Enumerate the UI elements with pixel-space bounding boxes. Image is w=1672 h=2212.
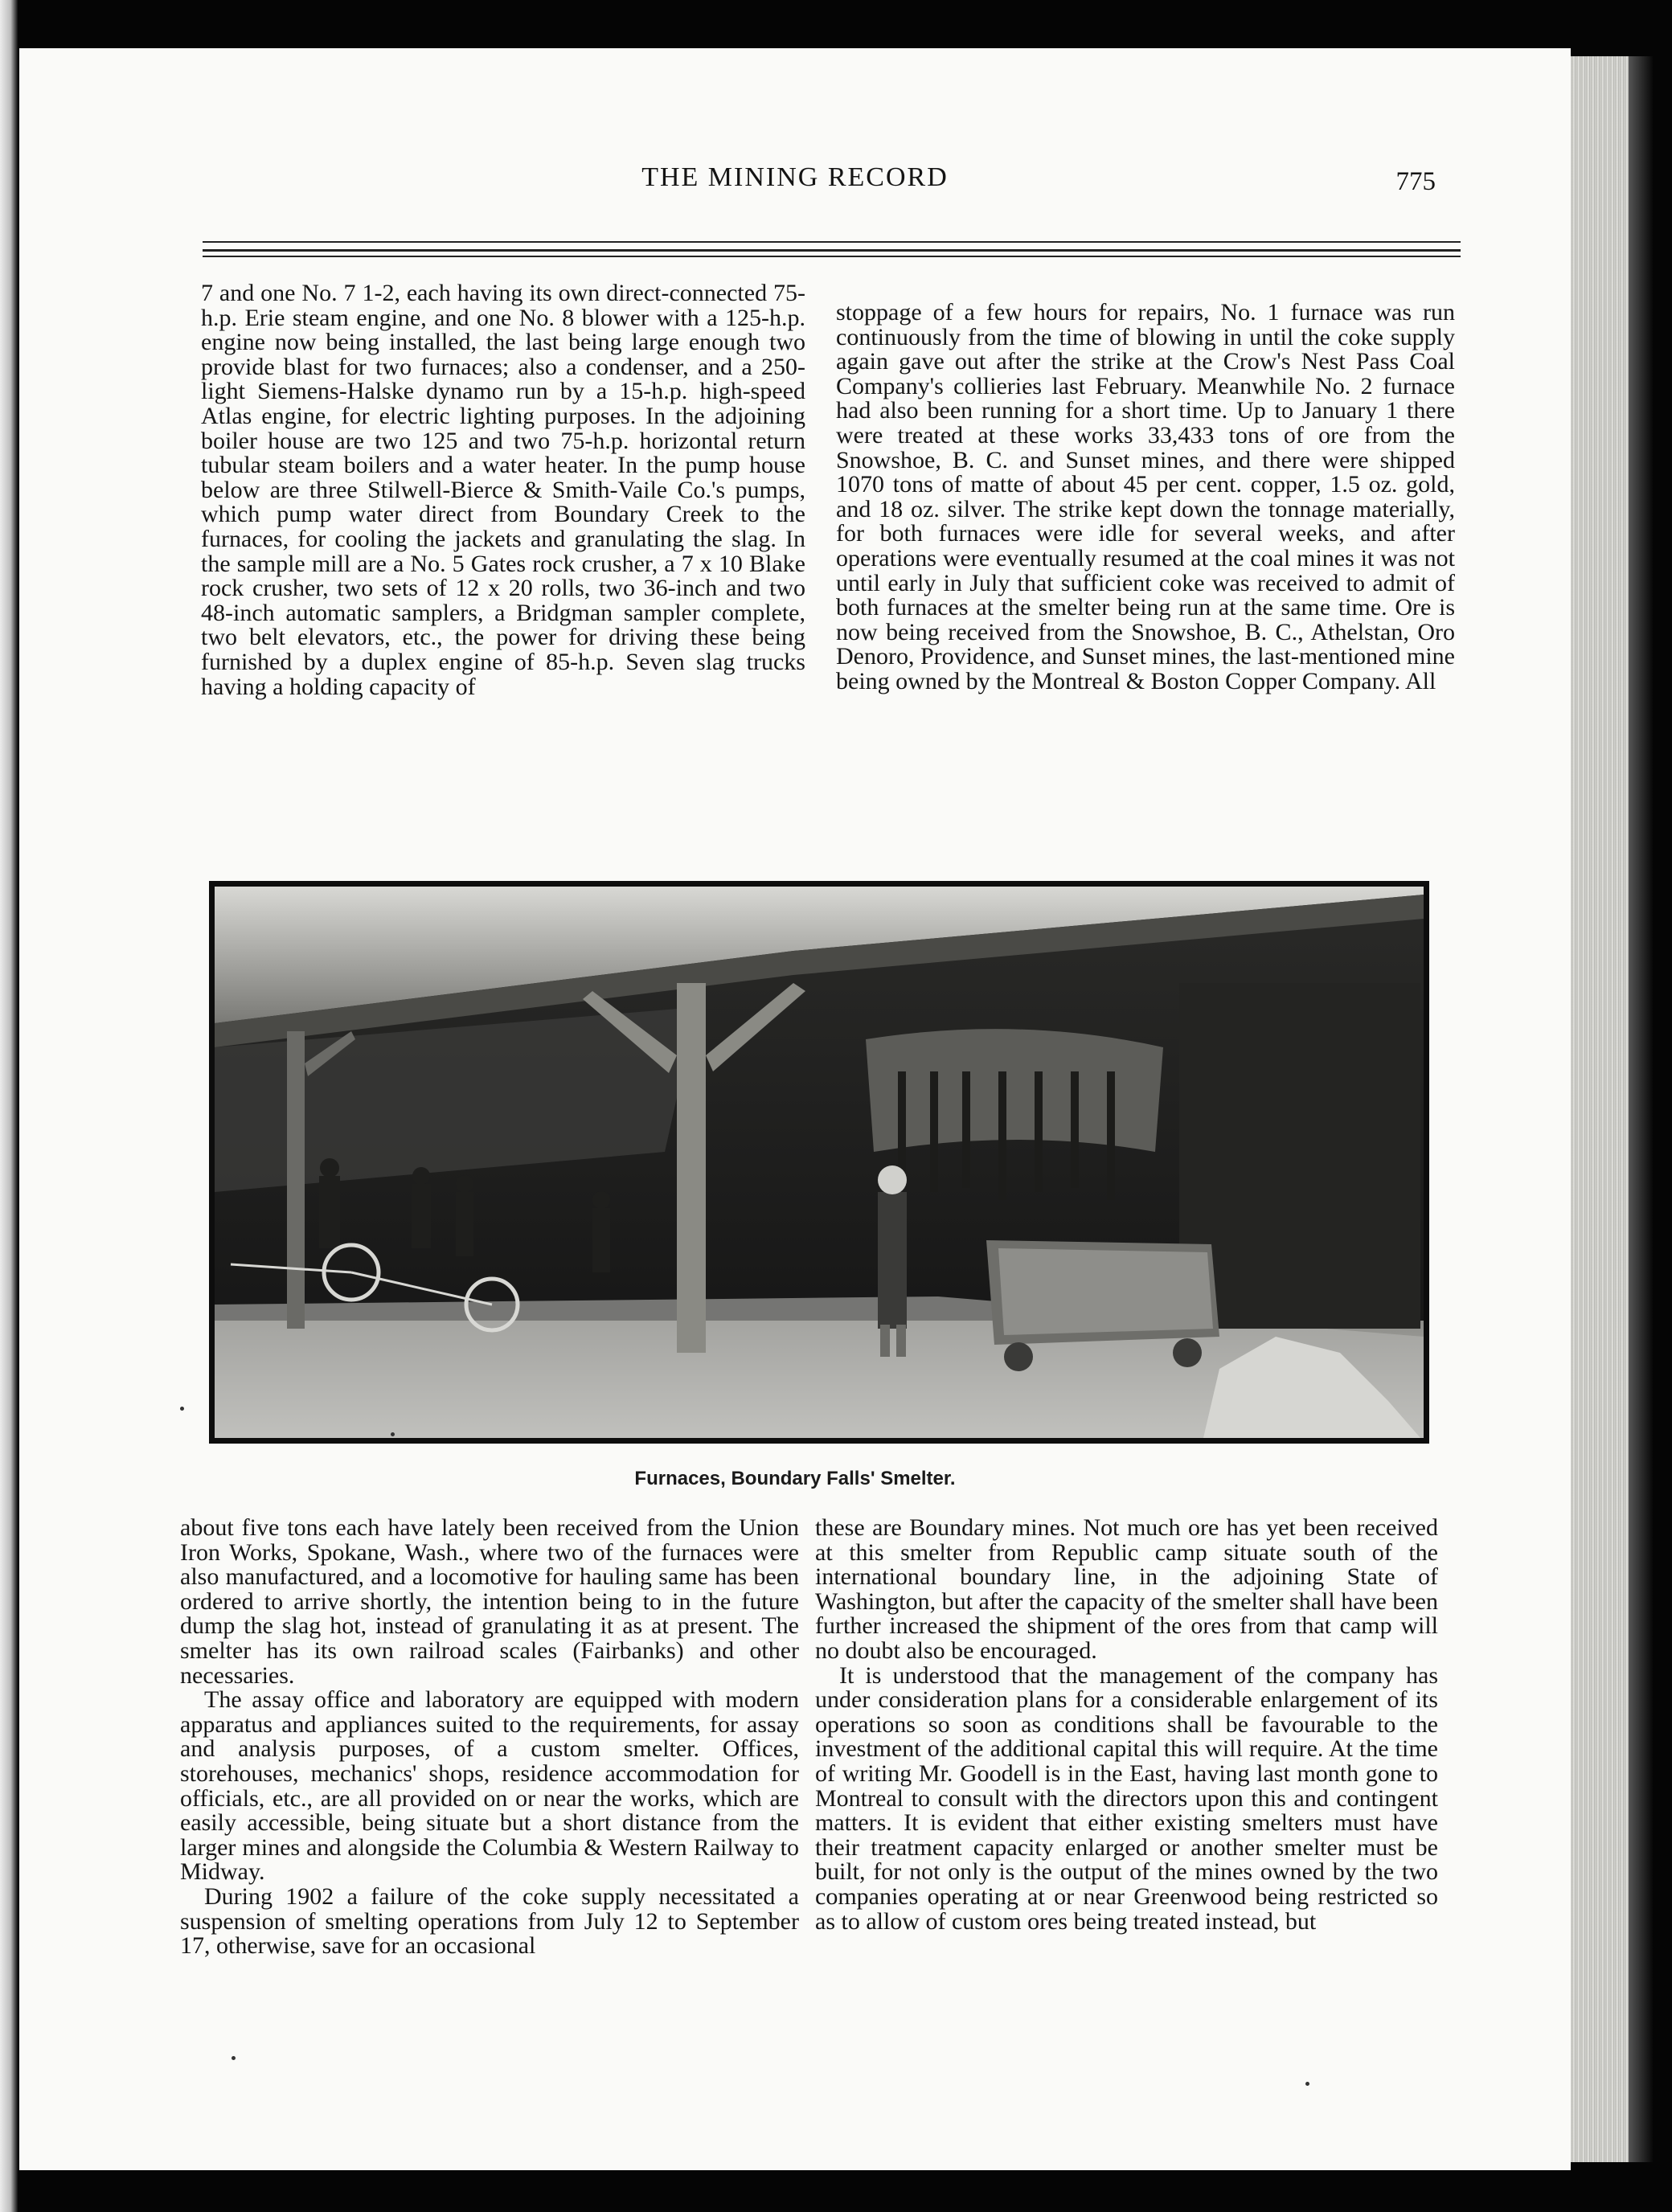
paragraph: these are Boundary mines. Not much ore has yet been received at this smelter from Republic camp situate south of the international boundary line, in the adjoining State of Washington, but after the capacity of the smelter shall have been further increased the shipment of the ores from that camp will no doubt also be encouraged.: [815, 1514, 1438, 1664]
paragraph: 7 and one No. 7 1-2, each having its own direct-connected 75-h.p. Erie steam engine, and one No. 8 blower with a 125-h.p. engine now being installed, the last being large enough two provide blast for two furnaces; also a condenser, and a 250-light Siemens-Halske dynamo run by a 15-h.p. high-speed Atlas engine, for electric lighting purposes. In the adjoining boiler house are two 125 and two 75-h.p. horizontal return tubular steam boilers and a water heater. In the pump house below are three Stilwell-Bierce & Smith-Vaile Co.'s pumps, which pump water direct from Boundary Creek to the furnaces, for cooling the jackets and granulating the slag. In the sample mill are a No. 5 Gates rock crusher, a 7 x 10 Blake rock crusher, two sets of 12 x 20 rolls, two 36-inch and two 48-inch automatic samplers, a Bridgman sampler complete, two belt elevators, etc., the power for driving these being furnished by a duplex engine of 85-h.p. Seven slag trucks having a holding capacity of: [201, 280, 805, 700]
book-page-edges: [1571, 56, 1629, 2162]
header-rule: [203, 256, 1461, 257]
paragraph: stoppage of a few hours for repairs, No. 1 furnace was run continuously from the time of blowing in until the coke supply again gave out after the strike at the Crow's Nest Pass Coal Company's collieries last February. Meanwhile No. 2 furnace had also been running for a short time. Up to January 1 there were treated at these works 33,433 tons of ore from the Snowshoe, B. C. and Sunset mines, and there were shipped 1070 tons of matte of about 45 per cent. copper, 1.5 oz. gold, and 18 oz. silver. The strike kept down the tonnage materially, for both furnaces were idle for several weeks, and after operations were eventually resumed at the coal mines it was not until early in July that sufficient coke was received to admit of both furnaces at the smelter being run at the same time. Ore is now being received from the Snowshoe, B. C., Athelstan, Oro Denoro, Providence, and Sunset mines, the last-mentioned mine being owned by the Montreal & Boston Copper Company. All: [836, 299, 1455, 694]
page: [19, 48, 1571, 2170]
column-bottom-left: [180, 1516, 799, 1959]
paragraph: The assay office and laboratory are equipped with modern apparatus and appliances suited to the requirements, for assay and analysis purposes, of a custom smelter. Offices, storehouses, mechanics' shops, residence accommodation for officials, etc., are all provided on or near the works, which are easily accessible, being situate but a short distance from the larger mines and alongside the Columbia & Western Railway to Midway.: [180, 1686, 799, 1886]
page-number: 775: [1395, 167, 1436, 196]
paragraph: about five tons each have lately been received from the Union Iron Works, Spokane, Wash., where two of the furnaces were also manufactured, and a locomotive for hauling same has been ordered to arrive shortly, the intention being to in the future dump the slag hot, instead of granulating it as at present. The smelter has its own railroad scales (Fairbanks) and other necessaries.: [180, 1514, 799, 1689]
paragraph: During 1902 a failure of the coke supply necessitated a suspension of smelting operations from July 12 to September 17, otherwise, save for an occasional: [180, 1882, 799, 1960]
ink-speck: [180, 1407, 184, 1411]
photo-caption: Furnaces, Boundary Falls' Smelter.: [634, 1468, 956, 1489]
book-binding-shadow: [1629, 56, 1653, 2162]
column-bottom-right: [815, 1516, 1438, 1934]
running-head: THE MINING RECORD: [641, 162, 949, 192]
ink-speck: [391, 1432, 395, 1436]
paragraph: It is understood that the management of the company has under consideration plans for a considerable enlargement of its operations so soon as conditions shall be favourable to the investment of the additional capital this will require. At the time of writing Mr. Goodell is in the East, having last month gone to Montreal to consult with the directors upon this and contingent matters. It is evident that either existing smelters must have their treatment capacity enlarged or another smelter must be built, for not only is the output of the mines owned by the two companies operating at or near Greenwood being restricted so as to allow of custom ores being treated instead, but: [815, 1661, 1438, 1935]
column-top-left: [201, 281, 805, 699]
header-rule: [203, 241, 1461, 243]
facing-page-edge: [0, 0, 18, 2212]
smelter-photograph: [209, 881, 1429, 1444]
column-top-right: [836, 301, 1455, 694]
ink-speck: [232, 2056, 236, 2060]
ink-speck: [1305, 2082, 1309, 2086]
header-rule: [203, 249, 1461, 252]
